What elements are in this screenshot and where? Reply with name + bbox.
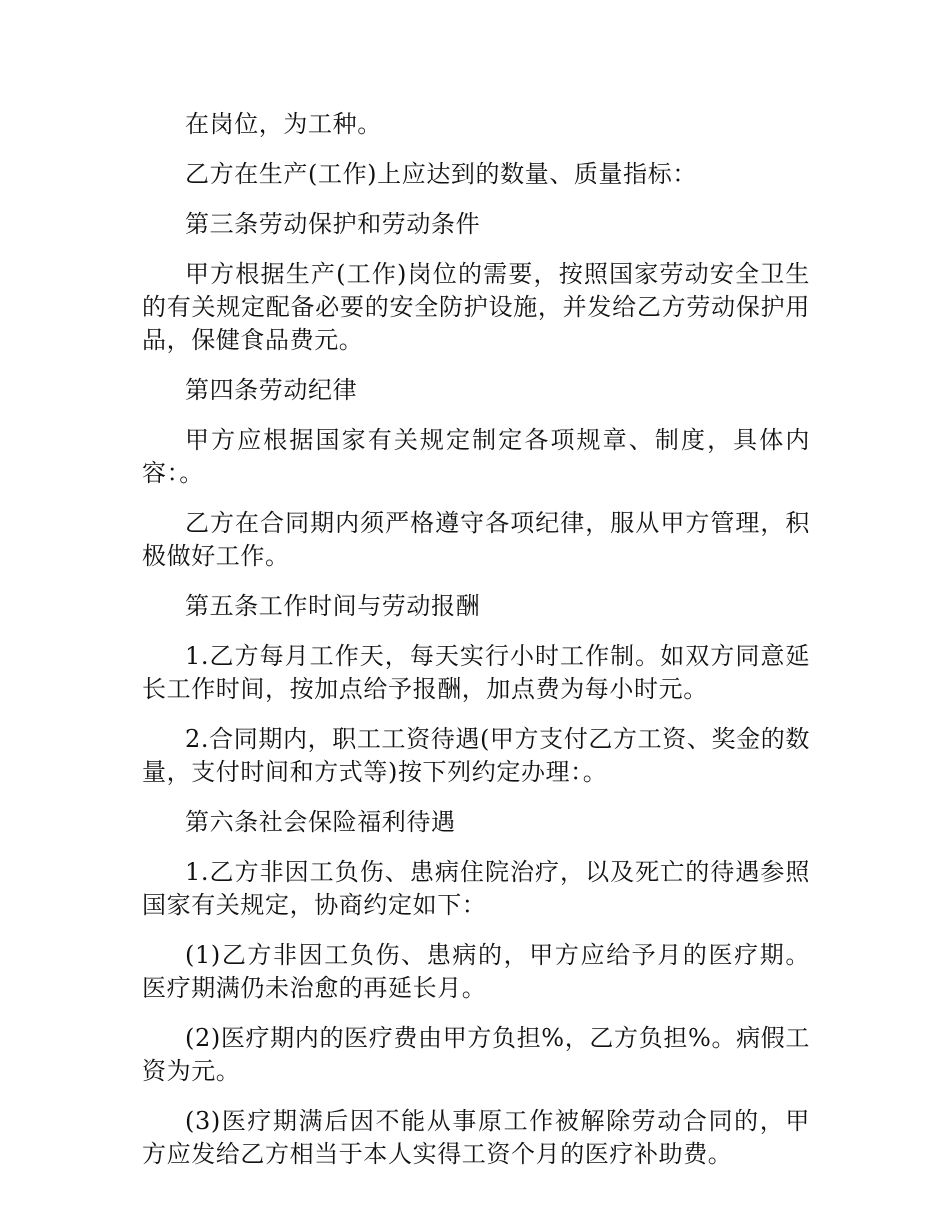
paragraph-medical-subsidy: (3)医疗期满后因不能从事原工作被解除劳动合同的，甲方应发给乙方相当于本人实得工资个月的医疗补助费。 [142, 1107, 810, 1168]
paragraph-regulations: 甲方应根据国家有关规定制定各项规章、制度，具体内容：。 [142, 426, 810, 487]
paragraph-labor-protection: 甲方根据生产(工作)岗位的需要，按照国家劳动安全卫生的有关规定配备必要的安全防护设施，并发给乙方劳动保护用品，保健食品费元。 [142, 260, 810, 354]
article-6-heading: 第六条社会保险福利待遇 [185, 808, 456, 836]
paragraph-injury-illness: 1.乙方非因工负伤、患病住院治疗，以及死亡的待遇参照国家有关规定，协商约定如下： [142, 858, 810, 919]
paragraph-working-hours: 1.乙方每月工作天，每天实行小时工作制。如双方同意延长工作时间，按加点给予报酬，加点费为每小时元。 [142, 642, 810, 703]
paragraph-post-assignment: 在岗位，为工种。 [185, 110, 382, 138]
paragraph-output-targets: 乙方在生产(工作)上应达到的数量、质量指标： [185, 160, 697, 188]
article-4-heading: 第四条劳动纪律 [185, 376, 358, 404]
article-3-heading: 第三条劳动保护和劳动条件 [185, 210, 481, 238]
paragraph-discipline: 乙方在合同期内须严格遵守各项纪律，服从甲方管理，积极做好工作。 [142, 509, 810, 570]
paragraph-medical-period: (1)乙方非因工负伤、患病的，甲方应给予月的医疗期。医疗期满仍未治愈的再延长月。 [142, 941, 810, 1002]
document-body [142, 108, 810, 1188]
article-5-heading: 第五条工作时间与劳动报酬 [185, 592, 481, 620]
paragraph-wages: 2.合同期内，职工工资待遇(甲方支付乙方工资、奖金的数量，支付时间和方式等)按下列约定办理：。 [142, 725, 810, 786]
paragraph-medical-costs: (2)医疗期内的医疗费由甲方负担%，乙方负担%。病假工资为元。 [142, 1024, 810, 1085]
